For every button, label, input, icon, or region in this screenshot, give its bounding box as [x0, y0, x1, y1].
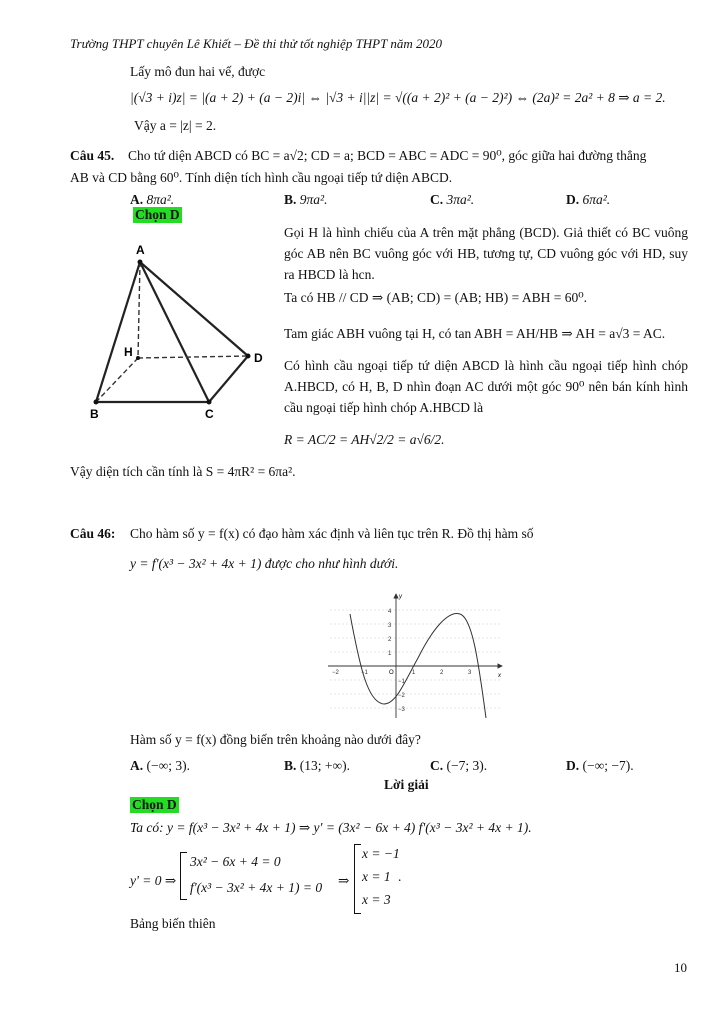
- q46-label: Câu 46:: [70, 526, 116, 541]
- q46-text2: y = f'(x³ − 3x² + 4x + 1) được cho như hình dưới.: [130, 556, 399, 571]
- label-h: H: [124, 345, 133, 359]
- q45-label: Câu 45.: [70, 148, 115, 163]
- q45-option-a: A. 8πa².: [130, 192, 175, 207]
- point-a: [138, 260, 143, 265]
- y-tick: 1: [388, 651, 392, 657]
- q46-system-end: .: [398, 869, 402, 884]
- y-tick: 4: [388, 609, 392, 615]
- x-tick: 1: [412, 670, 416, 676]
- q45-option-d: D. 6πa².: [566, 192, 611, 207]
- point-c: [207, 400, 212, 405]
- label-d: D: [254, 351, 263, 365]
- edge-cd: [209, 356, 248, 402]
- edge-ad: [140, 262, 248, 356]
- y-tick: −1: [398, 679, 405, 685]
- point-h: [136, 356, 140, 360]
- edge-hd: [138, 356, 248, 358]
- q46-system-eq2: f'(x³ − 3x² + 4x + 1) = 0: [190, 880, 323, 895]
- point-b: [94, 400, 99, 405]
- derivative-graph: [320, 588, 510, 723]
- page-number: 10: [674, 960, 687, 975]
- q45-solution-5: R = AC/2 = AH√2/2 = a√6/2.: [284, 432, 445, 447]
- system-bracket-1: [180, 852, 187, 900]
- q46-root-2: x = 1: [362, 869, 391, 884]
- y-tick: −2: [398, 693, 405, 699]
- q45-solution-3: Tam giác ABH vuông tại H, có tan ABH = AH/HB ⇒ AH = a√3 = AC.: [284, 326, 666, 341]
- edge-ah: [138, 262, 140, 358]
- q46-answer-badge: Chọn D: [132, 797, 177, 812]
- q46-root-1: x = −1: [362, 846, 400, 861]
- q46-solution-1: Ta có: y = f(x³ − 3x² + 4x + 1) ⇒ y' = (3x² − 6x + 4) f'(x³ − 3x² + 4x + 1).: [130, 820, 532, 835]
- y-tick: 3: [388, 623, 392, 629]
- q46-question: Hàm số y = f(x) đồng biến trên khoảng nào dưới đây?: [130, 732, 421, 747]
- q45-text2: AB và CD bằng 60⁰. Tính diện tích hình cầu ngoại tiếp tứ diện ABCD.: [70, 170, 453, 185]
- x-tick: −2: [332, 670, 339, 676]
- x-tick: 2: [440, 670, 444, 676]
- y-tick: −3: [398, 707, 405, 713]
- origin-label: O: [389, 670, 394, 676]
- q46-solution-title: Lời giải: [384, 777, 429, 792]
- system-bracket-2: [354, 844, 361, 914]
- prev-line3: Vậy a = |z| = 2.: [134, 118, 217, 133]
- q45-option-c: C. 3πa².: [430, 192, 475, 207]
- point-d: [246, 354, 251, 359]
- q45-solution-4: Có hình cầu ngoại tiếp tứ diện ABCD là hình cầu ngoại tiếp hình chóp A.HBCD, có H, B, D nhìn đoạn AC dưới một góc 90⁰ nên bán kính hình cầu ngoại tiếp hình chóp A.HBCD là: [284, 358, 688, 415]
- page-header: Trường THPT chuyên Lê Khiết – Đề thi thử tốt nghiệp THPT năm 2020: [70, 36, 443, 51]
- label-b: B: [90, 407, 99, 421]
- q46-root-3: x = 3: [362, 892, 391, 907]
- q46-text1: Cho hàm số y = f(x) có đạo hàm xác định và liên tục trên R. Đồ thị hàm số: [130, 526, 534, 541]
- edge-ac: [140, 262, 209, 402]
- q45-option-b: B. 9πa².: [284, 192, 328, 207]
- y-axis-label: y: [399, 594, 402, 600]
- y-tick: 2: [388, 637, 392, 643]
- q46-system-eq1: 3x² − 6x + 4 = 0: [190, 854, 281, 869]
- x-tick: −1: [361, 670, 368, 676]
- q46-option-c: C. (−7; 3).: [430, 758, 488, 773]
- q46-system-arrow: ⇒: [338, 873, 350, 888]
- edge-ab: [96, 262, 140, 402]
- label-a: A: [136, 243, 145, 257]
- prev-line2: |(√3 + i)z| = |(a + 2) + (a − 2)i| ⇔ |√3 + i||z| = √((a + 2)² + (a − 2)²) ⇔ (2a)² = 2a² + 8 ⇒ a = 2.: [130, 90, 666, 105]
- q45-solution-1: Gọi H là hình chiếu của A trên mặt phẳng (BCD). Giả thiết có BC vuông góc AB nên BC vuông góc với HB, tương tự, CD vuông góc với HD, suy ra HBCD là hcn.: [284, 225, 688, 282]
- q45-solution-2: Ta có HB // CD ⇒ (AB; CD) = (AB; HB) = ABH = 60⁰.: [284, 290, 587, 305]
- q45-conclusion: Vậy diện tích cần tính là S = 4πR² = 6πa².: [70, 464, 296, 479]
- label-c: C: [205, 407, 214, 421]
- q46-option-a: A. (−∞; 3).: [130, 758, 190, 773]
- q46-table-title: Bảng biến thiên: [130, 916, 216, 931]
- tetrahedron-figure: [86, 236, 276, 426]
- q46-option-d: D. (−∞; −7).: [566, 758, 634, 773]
- q45-text1: Cho tứ diện ABCD có BC = a√2; CD = a; BCD = ABC = ADC = 90⁰, góc giữa hai đường thẳng: [128, 148, 647, 163]
- x-tick: 3: [468, 670, 472, 676]
- q46-option-b: B. (13; +∞).: [284, 758, 350, 773]
- prev-line1: Lấy mô đun hai vế, được: [130, 64, 266, 79]
- x-axis-label: x: [498, 673, 501, 679]
- q46-system-lhs: y' = 0 ⇒: [130, 873, 177, 888]
- q45-answer-badge: Chọn D: [135, 207, 180, 222]
